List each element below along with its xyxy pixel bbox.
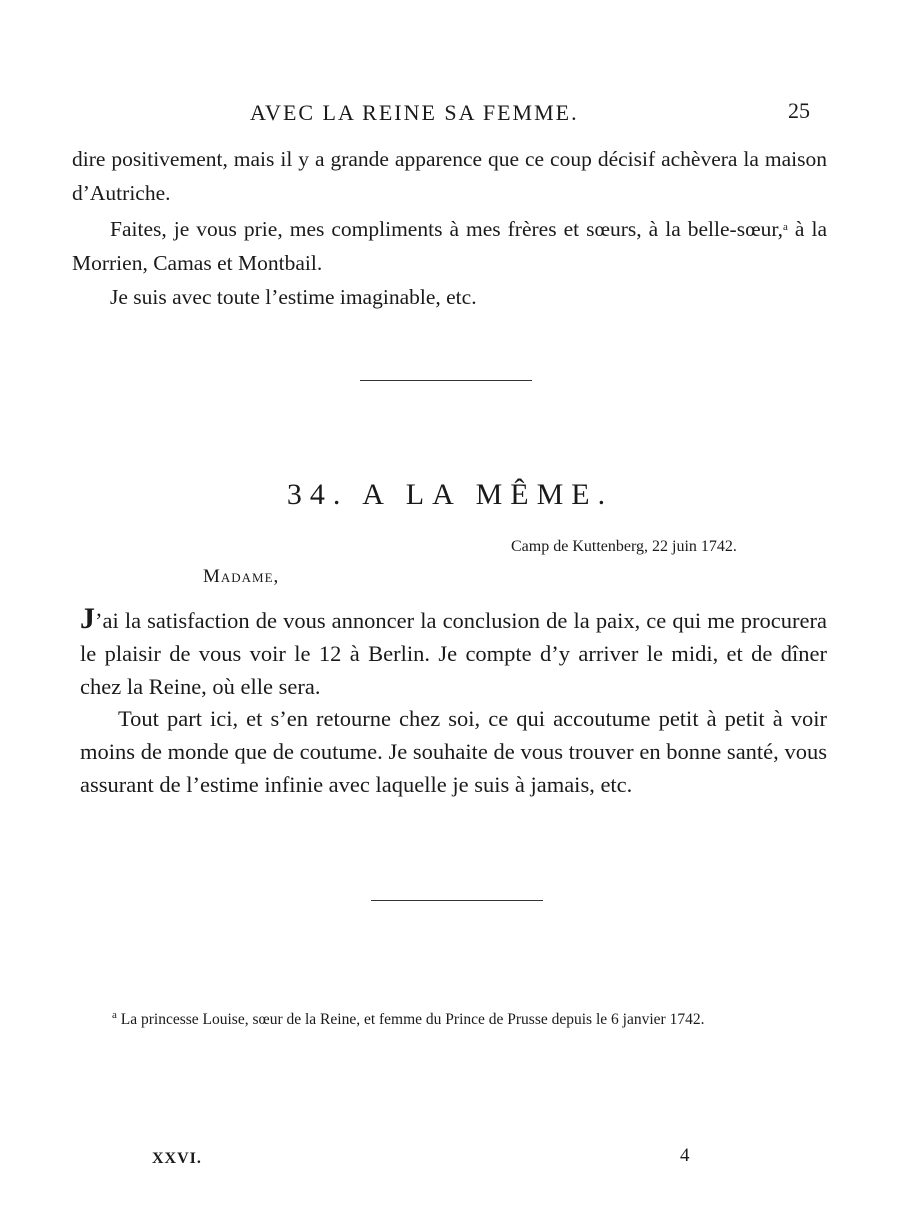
letter-paragraph-2: Tout part ici, et s’en retourne chez soi, ce qui accoutume petit à petit à voir moins de monde que de coutume. Je souhaite de vous trouver en bonne santé, vous assurant de l’estime infinie avec laquelle je suis à jamais, etc. [80,706,827,797]
compliments-text-1: Faites, je vous prie, mes compliments à mes frères et sœurs, à la belle-sœur, [110,217,784,241]
letter-title: 34. A LA MÊME. [286,478,614,511]
footnote-text: La princesse Louise, sœur de la Reine, et femme du Prince de Prusse depuis le 6 janvier 1742. [116,1011,705,1028]
sheet-number: 4 [680,1145,690,1166]
compliments-paragraph [72,210,827,280]
section-divider-bottom [371,900,543,901]
volume-signature: XXVI. [152,1150,202,1167]
footnote-marker: a [112,1009,117,1021]
compliments-text-2: à la Morrien, Camas et Montbail. [72,217,828,275]
closing-paragraph: Je suis avec toute l’estime imaginable, etc. [110,285,477,309]
salutation: Madame, [203,566,280,587]
footnote [80,1002,830,1033]
dateline: Camp de Kuttenberg, 22 juin 1742. [511,538,737,555]
letter-paragraph-1 [80,602,827,703]
footnote-reference: a [783,221,788,233]
running-title: AVEC LA REINE SA FEMME. [250,100,579,125]
section-divider-top [360,380,532,381]
page-number: 25 [788,98,810,123]
letter-paragraph-1-text: ’ai la satisfaction de vous annoncer la conclusion de la paix, ce qui me procurera le plaisir de vous voir le 12 à Berlin. Je compte d’y arriver le midi, et de dîner chez la Reine, où elle sera. [80,608,827,699]
continued-paragraph: dire positivement, mais il y a grande apparence que ce coup décisif achèvera la maison d’Autriche. [72,147,827,205]
initial-letter: J [80,602,95,635]
